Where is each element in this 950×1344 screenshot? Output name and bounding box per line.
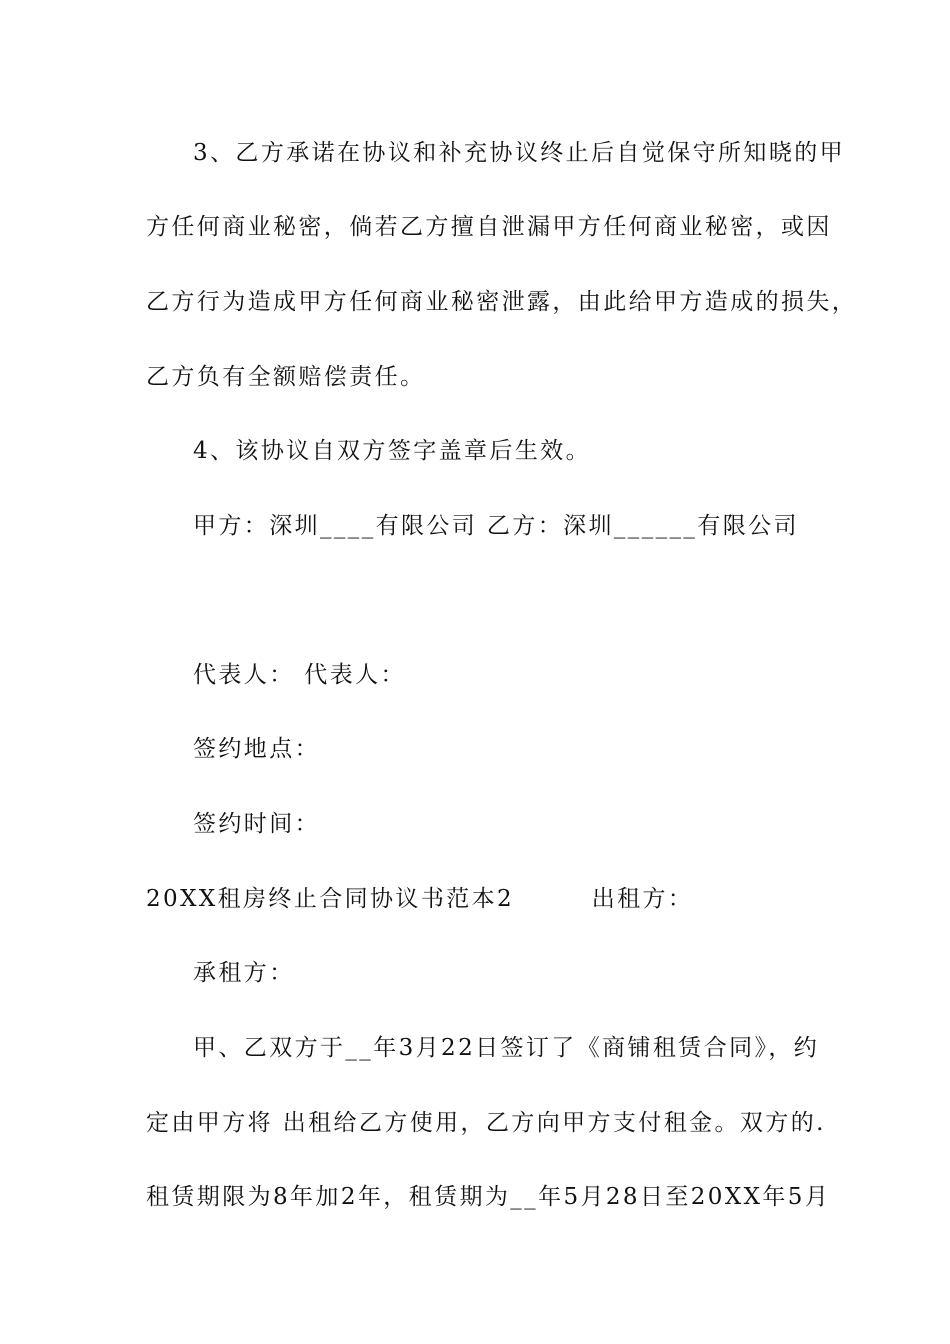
paragraph-3-line-1: 3、乙方承诺在协议和补充协议终止后自觉保守所知晓的甲	[193, 140, 846, 166]
contract-paragraph-line-1: 甲、乙双方于__年3月22日签订了《商铺租赁合同》，约	[193, 1035, 820, 1061]
paragraph-3-line-4: 乙方负有全额赔偿责任。	[146, 364, 426, 390]
party-names: 甲方：深圳____有限公司 乙方：深圳______有限公司	[193, 513, 799, 539]
paragraph-3-line-3: 乙方行为造成甲方任何商业秘密泄露，由此给甲方造成的损失，	[146, 289, 858, 315]
contract-paragraph-line-3: 租赁期限为8年加2年，租赁期为__年5月28日至20XX年5月	[146, 1184, 831, 1210]
lessee: 承租方：	[193, 960, 295, 986]
paragraph-4: 4、该协议自双方签字盖章后生效。	[193, 438, 592, 464]
contract-paragraph-line-2: 定由甲方将 出租给乙方使用，乙方向甲方支付租金。双方的.	[146, 1110, 826, 1136]
template-title-lessor: 20XX租房终止合同协议书范本2 出租方：	[146, 886, 694, 912]
signing-place: 签约地点：	[193, 736, 320, 762]
signing-time: 签约时间：	[193, 811, 320, 837]
paragraph-3-line-2: 方任何商业秘密，倘若乙方擅自泄漏甲方任何商业秘密，或因	[146, 214, 832, 240]
representatives: 代表人： 代表人：	[193, 662, 406, 688]
